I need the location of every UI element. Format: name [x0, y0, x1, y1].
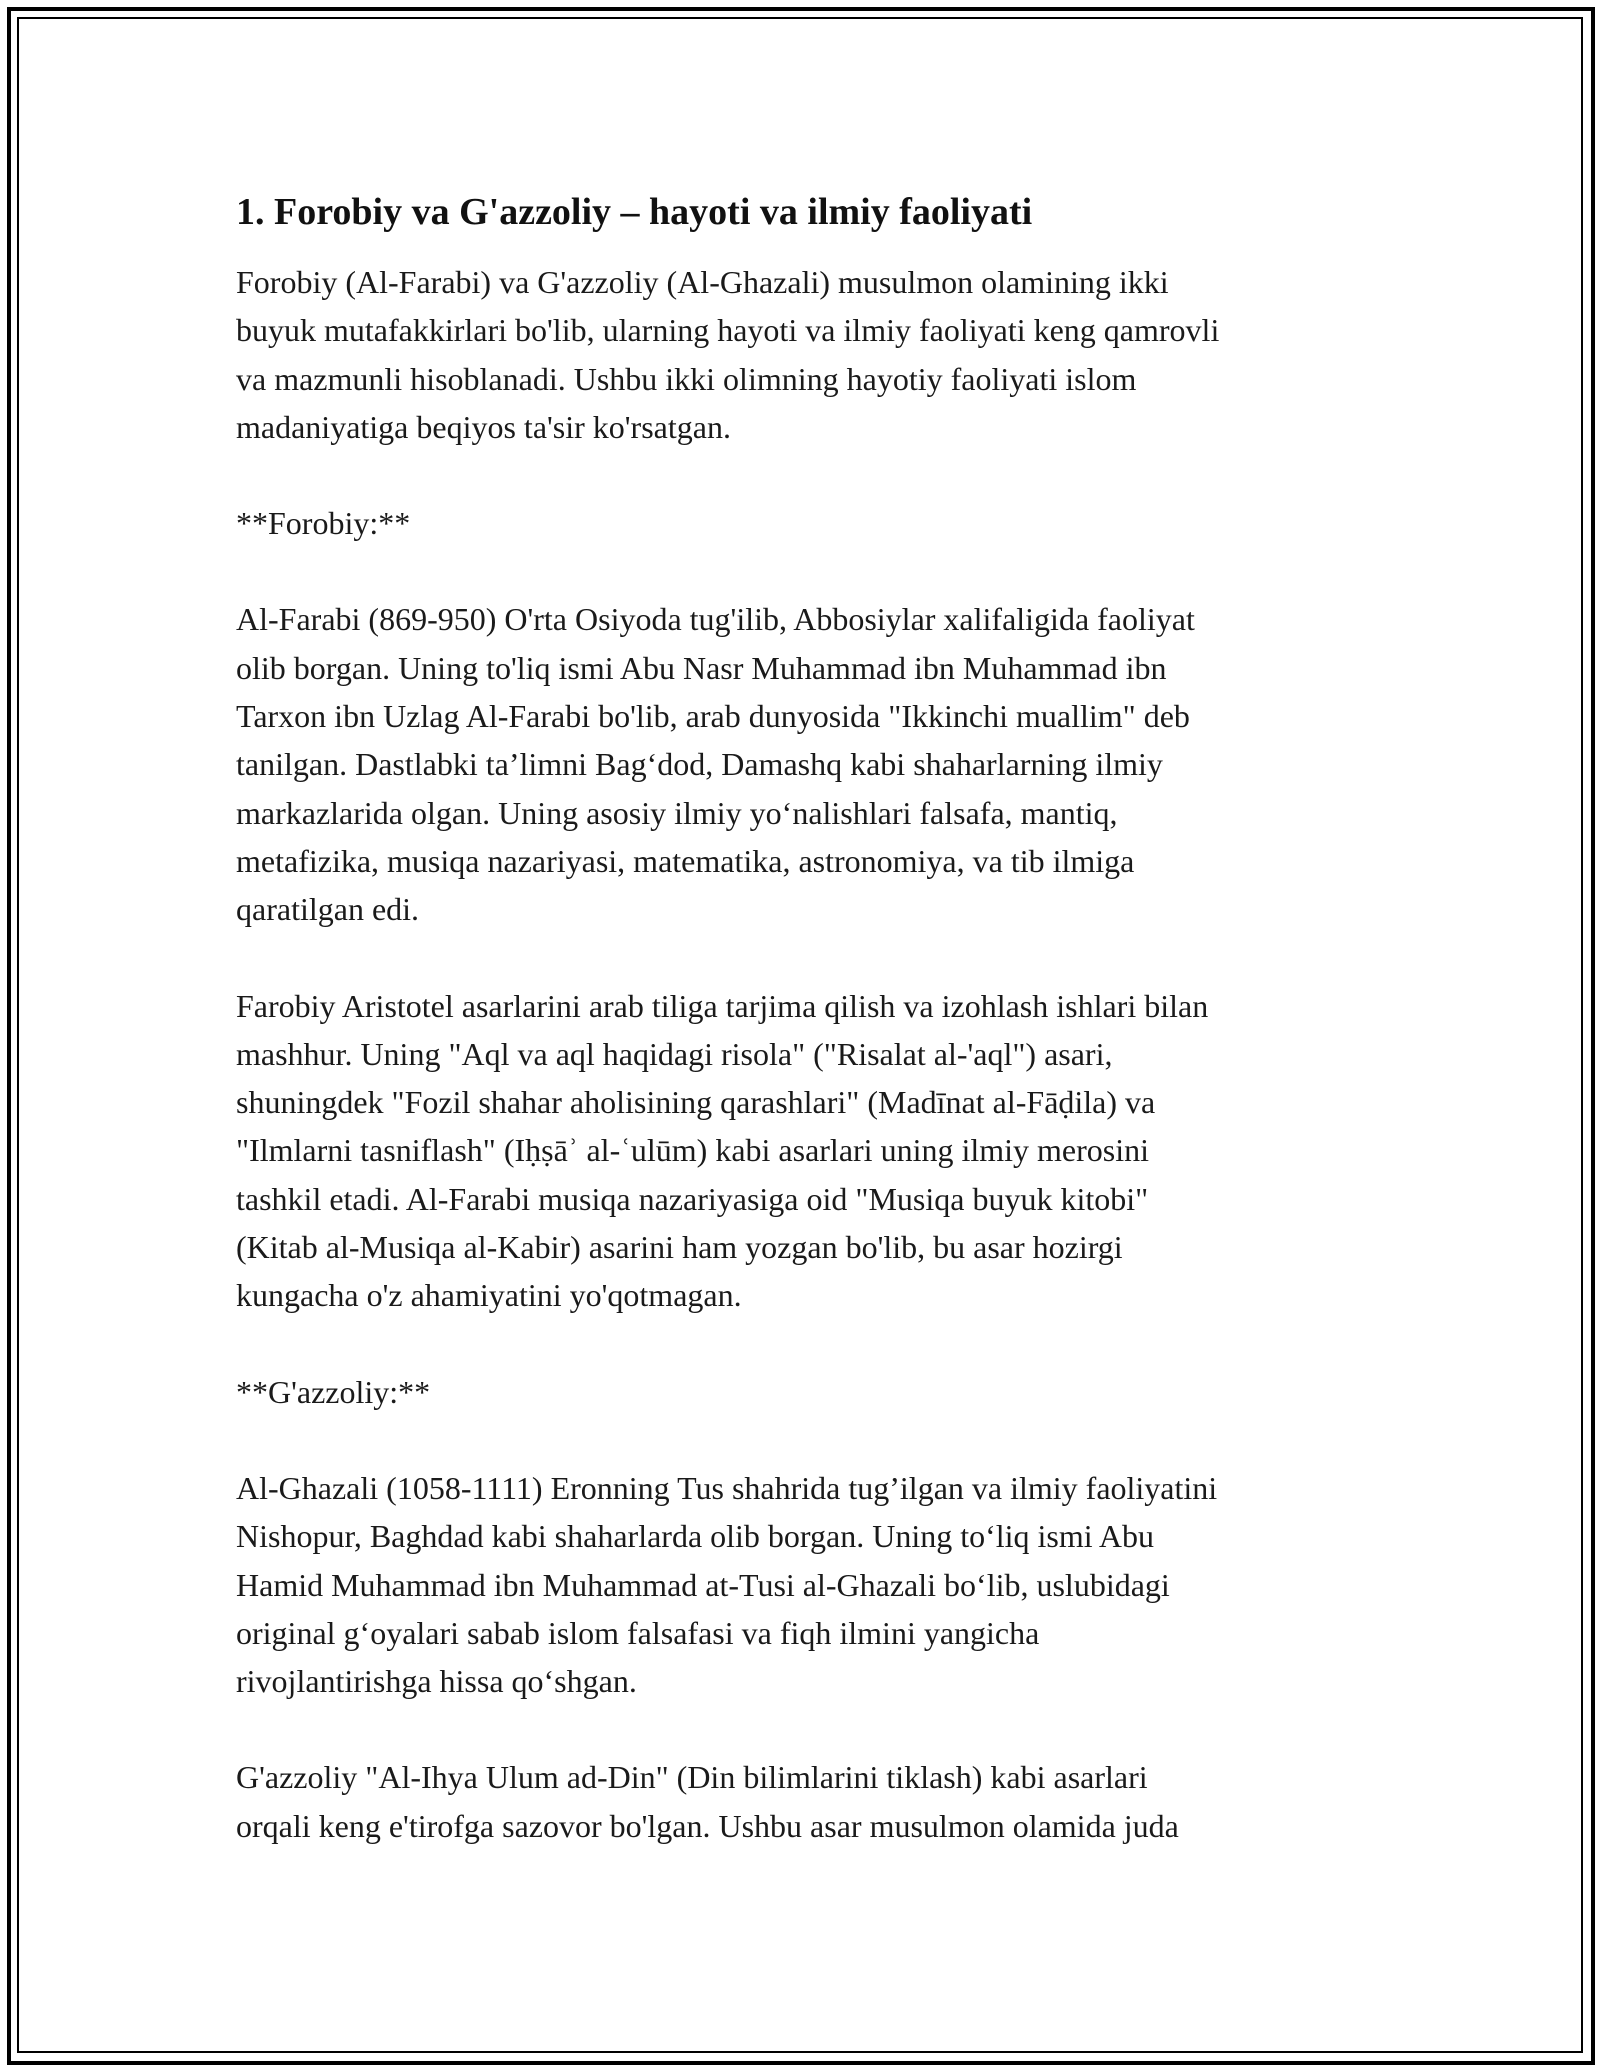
- text-line: Nishopur, Baghdad kabi shaharlarda olib borgan. Uning to‘liq ismi Abu: [236, 1518, 1154, 1555]
- section-heading: 1. Forobiy va G'azzoliy – hayoti va ilmiy faoliyati: [236, 191, 1033, 233]
- forobiy-biography-paragraph: [236, 595, 1376, 933]
- text-line: madaniyatiga beqiyos ta'sir ko'rsatgan.: [236, 408, 731, 445]
- text-line: Tarxon ibn Uzlag Al-Farabi bo'lib, arab dunyosida "Ikkinchi muallim" deb: [236, 698, 1190, 735]
- forobiy-works-paragraph: [236, 982, 1376, 1320]
- text-line: **G'azzoliy:**: [236, 1373, 431, 1410]
- text-line: "Ilmlarni tasniflash" (Iḥṣāʾ al-ʿulūm) kabi asarlari uning ilmiy merosini: [236, 1132, 1149, 1169]
- text-line: G'azzoliy "Al-Ihya Ulum ad-Din" (Din bilimlarini tiklash) kabi asarlari: [236, 1759, 1148, 1796]
- gazzoliy-works-paragraph: [236, 1753, 1376, 1850]
- text-line: mashhur. Uning "Aql va aql haqidagi risola" ("Risalat al-'aql") asari,: [236, 1035, 1113, 1072]
- text-line: Farobiy Aristotel asarlarini arab tiliga tarjima qilish va izohlash ishlari bilan: [236, 987, 1209, 1024]
- text-line: markazlarida olgan. Uning asosiy ilmiy yo‘nalishlari falsafa, mantiq,: [236, 794, 1118, 831]
- text-line: Forobiy (Al-Farabi) va G'azzoliy (Al-Ghazali) musulmon olamining ikki: [236, 264, 1169, 300]
- text-line: buyuk mutafakkirlari bo'lib, ularning hayoti va ilmiy faoliyati keng qamrovli: [236, 312, 1220, 349]
- text-line: (Kitab al-Musiqa al-Kabir) asarini ham yozgan bo'lib, bu asar hozirgi: [236, 1229, 1123, 1266]
- text-line: tashkil etadi. Al-Farabi musiqa nazariyasiga oid "Musiqa buyuk kitobi": [236, 1180, 1149, 1217]
- text-line: **Forobiy:**: [236, 505, 411, 542]
- text-line: metafizika, musiqa nazariyasi, matematika, astronomiya, va tib ilmiga: [236, 842, 1135, 879]
- document-body: [236, 188, 1376, 1898]
- text-line: qaratilgan edi.: [236, 891, 420, 928]
- gazzoliy-biography-paragraph: [236, 1464, 1376, 1705]
- text-line: Al-Ghazali (1058-1111) Eronning Tus shahrida tug’ilgan va ilmiy faoliyatini: [236, 1469, 1218, 1506]
- text-line: va mazmunli hisoblanadi. Ushbu ikki olimning hayotiy faoliyati islom: [236, 360, 1137, 397]
- intro-paragraph: [236, 258, 1376, 451]
- text-line: tanilgan. Dastlabki ta’limni Bag‘dod, Damashq kabi shaharlarning ilmiy: [236, 746, 1163, 783]
- forobiy-subheading: [236, 499, 1376, 547]
- text-line: shuningdek "Fozil shahar aholisining qarashlari" (Madīnat al-Fāḍila) va: [236, 1084, 1156, 1121]
- text-line: orqali keng e'tirofga sazovor bo'lgan. Ushbu asar musulmon olamida juda: [236, 1807, 1179, 1844]
- text-line: olib borgan. Uning to'liq ismi Abu Nasr Muhammad ibn Muhammad ibn: [236, 649, 1167, 686]
- text-line: Hamid Muhammad ibn Muhammad at-Tusi al-Ghazali bo‘lib, uslubidagi: [236, 1566, 1170, 1603]
- text-line: kungacha o'z ahamiyatini yo'qotmagan.: [236, 1277, 742, 1314]
- gazzoliy-subheading: [236, 1368, 1376, 1416]
- text-line: Al-Farabi (869-950) O'rta Osiyoda tug'ilib, Abbosiylar xalifaligida faoliyat: [236, 601, 1195, 638]
- text-line: original g‘oyalari sabab islom falsafasi va fiqh ilmini yangicha: [236, 1614, 1040, 1651]
- text-line: rivojlantirishga hissa qo‘shgan.: [236, 1663, 637, 1700]
